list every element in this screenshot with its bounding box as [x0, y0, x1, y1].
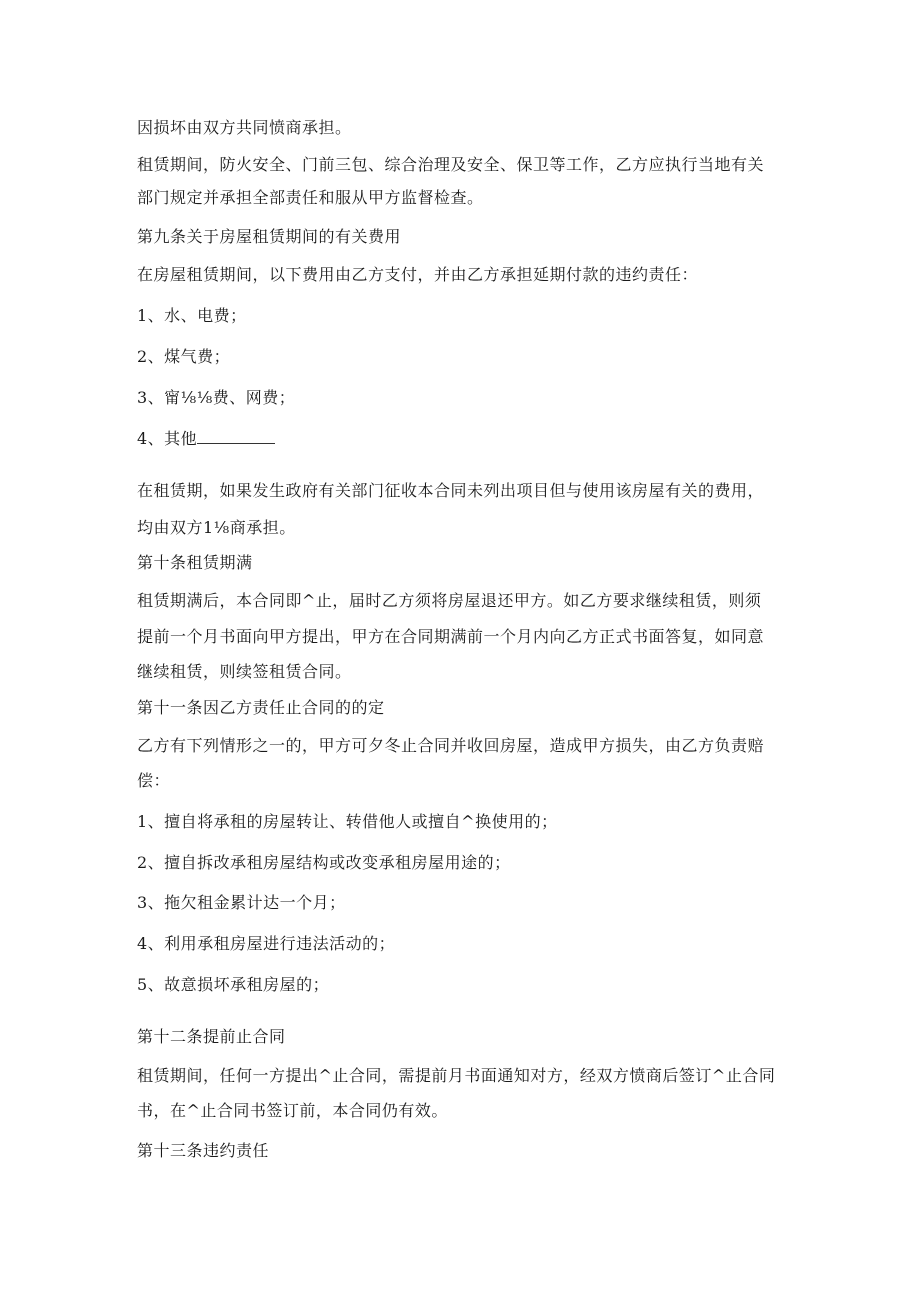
list-item: 2、擅自拆改承租房屋结构或改变承租房屋用途的； [137, 853, 511, 872]
text-line: 在租赁期，如果发生政府有关部门征收本合同未列出项目但与使用该房屋有关的费用， [137, 481, 765, 500]
section-heading-11: 第十一条因乙方责任止合同的的定 [137, 698, 385, 717]
text-line: 均由双方1⅛商承担。 [137, 518, 296, 537]
text-line: 提前一个月书面向甲方提出，甲方在合同期满前一个月内向乙方正式书面答复，如同意 [137, 627, 765, 646]
text-line: 部门规定并承担全部责任和服从甲方监督检查。 [137, 188, 484, 207]
list-item: 3、拖欠租金累计达一个月； [137, 893, 346, 912]
text-line: 书，在^止合同书签订前，本合同仍有效。 [137, 1101, 448, 1120]
list-item: 5、故意损坏承租房屋的； [137, 975, 330, 994]
list-item: 3、甯⅛⅛费、网费； [137, 388, 296, 407]
text-line: 因损坏由双方共同愤商承担。 [137, 118, 352, 137]
section-heading-10: 第十条租赁期满 [137, 553, 253, 572]
text-line: 继续租赁，则续签租赁合同。 [137, 662, 352, 681]
section-heading-12: 第十二条提前止合同 [137, 1027, 286, 1046]
text-line: 租赁期满后，本合同即^止，届时乙方须将房屋退还甲方。如乙方要求继续租赁，则须 [137, 591, 762, 610]
list-item: 1、擅自将承租的房屋转让、转借他人或擅自^换使用的； [137, 812, 558, 831]
text-line: 租赁期间，任何一方提出^止合同，需提前月书面通知对方，经双方愤商后签订^止合同 [137, 1066, 776, 1085]
list-item-label: 4、其他 [137, 429, 198, 448]
list-item: 4、利用承租房屋进行违法活动的； [137, 934, 396, 953]
text-line: 在房屋租赁期间，以下费用由乙方支付，并由乙方承担延期付款的违约责任： [137, 265, 699, 284]
section-heading-13: 第十三条违约责任 [137, 1141, 270, 1160]
list-item: 1、水、电费； [137, 306, 247, 325]
text-line: 偿： [137, 771, 171, 790]
section-heading-9: 第九条关于房屋租赁期间的有关费用 [137, 227, 402, 246]
text-line: 租赁期间，防火安全、门前三包、综合治理及安全、保卫等工作，乙方应执行当地有关 [137, 155, 765, 174]
text-line: 乙方有下列情形之一的，甲方可夕冬止合同并收回房屋，造成甲方损失，由乙方负责赔 [137, 736, 765, 755]
list-item [137, 429, 787, 449]
list-item: 2、煤气费； [137, 347, 231, 366]
fill-in-blank [197, 429, 275, 444]
